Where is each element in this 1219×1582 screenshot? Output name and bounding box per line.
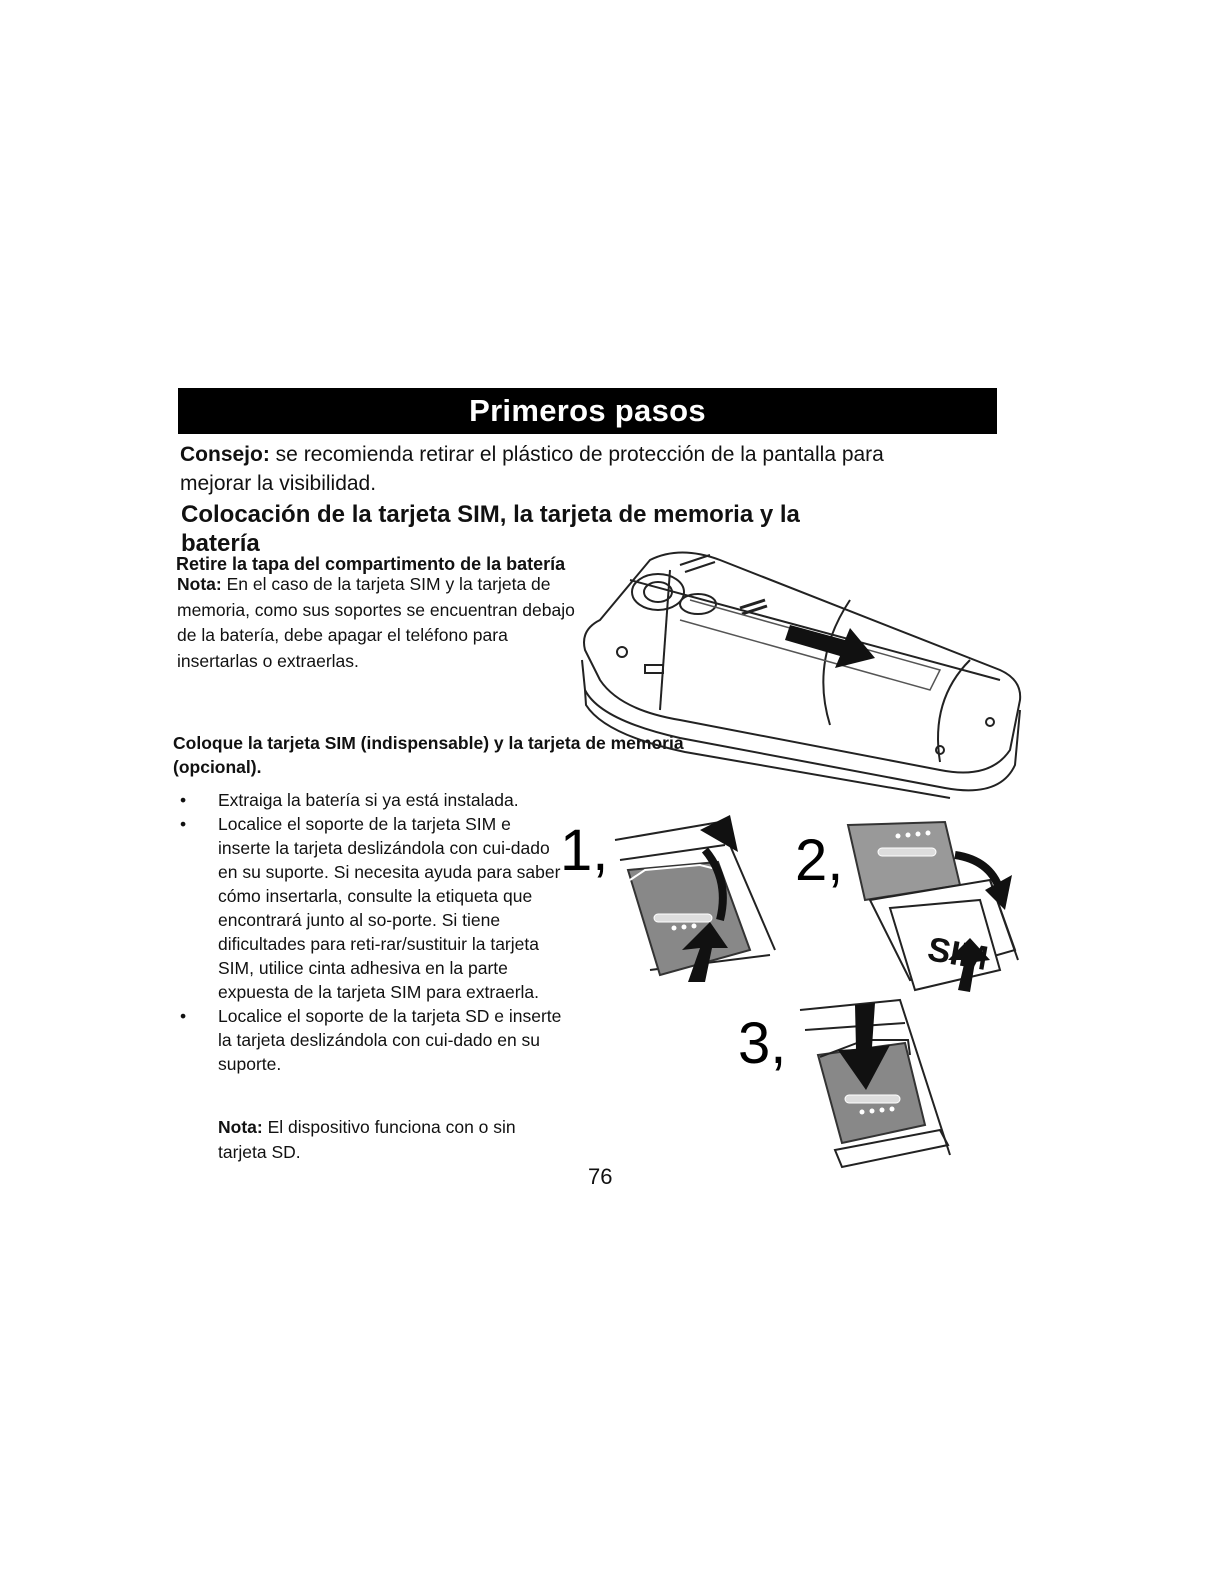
note2-label: Nota: — [218, 1117, 263, 1137]
note2-text: El dispositivo funciona con o sin tarjeta SD. — [218, 1117, 516, 1162]
subheading-sim-main: Coloque la tarjeta SIM (indispensable) y la tarjeta de memoria — [173, 733, 684, 753]
list-item — [176, 1004, 566, 1076]
page-number: 76 — [588, 1164, 613, 1189]
phone-back-illustration — [560, 540, 1030, 800]
page-title: Primeros pasos — [469, 393, 706, 428]
list-item-text: Extraiga la batería si ya está instalada. — [218, 790, 519, 810]
list-item-text: Localice el soporte de la tarjeta SIM e inserte la tarjeta deslizándola con cui-dado en su suporte. Si necesita ayuda para saber cómo insertarla, consulte la etiqueta que encontrará junto al so-porte. Si tiene dificultades para reti-rar/sustituir la tarjeta SIM, utilice cinta adhesiva en la parte expuesta de la tarjeta SIM para extraerla. — [218, 814, 561, 1002]
subheading-battery-cover: Retire la tapa del compartimento de la batería — [176, 554, 566, 574]
list-item — [176, 788, 566, 812]
tip-text: se recomienda retirar el plástico de protección de la pantalla para mejorar la visibilidad. — [180, 443, 884, 495]
list-item-text: Localice el soporte de la tarjeta SD e inserte la tarjeta deslizándola con cui-dado en su suporte. — [218, 1006, 562, 1074]
list-item — [176, 812, 566, 1004]
section-title-bar — [178, 388, 997, 434]
bullet-marker: • — [180, 1006, 187, 1026]
step-3-label: 3, — [738, 1011, 787, 1076]
note1-text: En el caso de la tarjeta SIM y la tarjeta de memoria, como sus soportes se encuentran debajo de la batería, debe apagar el teléfono para insertarlas o extraerlas. — [177, 574, 575, 671]
step-1-label: 1, — [560, 818, 609, 883]
tip-label: Consejo: — [180, 443, 270, 466]
section-heading: Colocación de la tarjeta SIM, la tarjeta de memoria y la batería — [181, 501, 800, 557]
instruction-list — [176, 788, 566, 1076]
sim-step-2-illustration — [840, 820, 1020, 1000]
step-2-label: 2, — [795, 828, 844, 893]
note1-label: Nota: — [177, 574, 222, 594]
sim-step-1-illustration — [610, 810, 785, 990]
note-paragraph-1 — [177, 572, 577, 674]
sim-step-3-illustration — [790, 995, 960, 1175]
bullet-marker: • — [180, 790, 187, 810]
subheading-sim-paren: (opcional). — [173, 757, 262, 777]
note-paragraph-2 — [218, 1115, 558, 1165]
tip-paragraph — [180, 440, 940, 498]
bullet-marker: • — [180, 814, 187, 834]
